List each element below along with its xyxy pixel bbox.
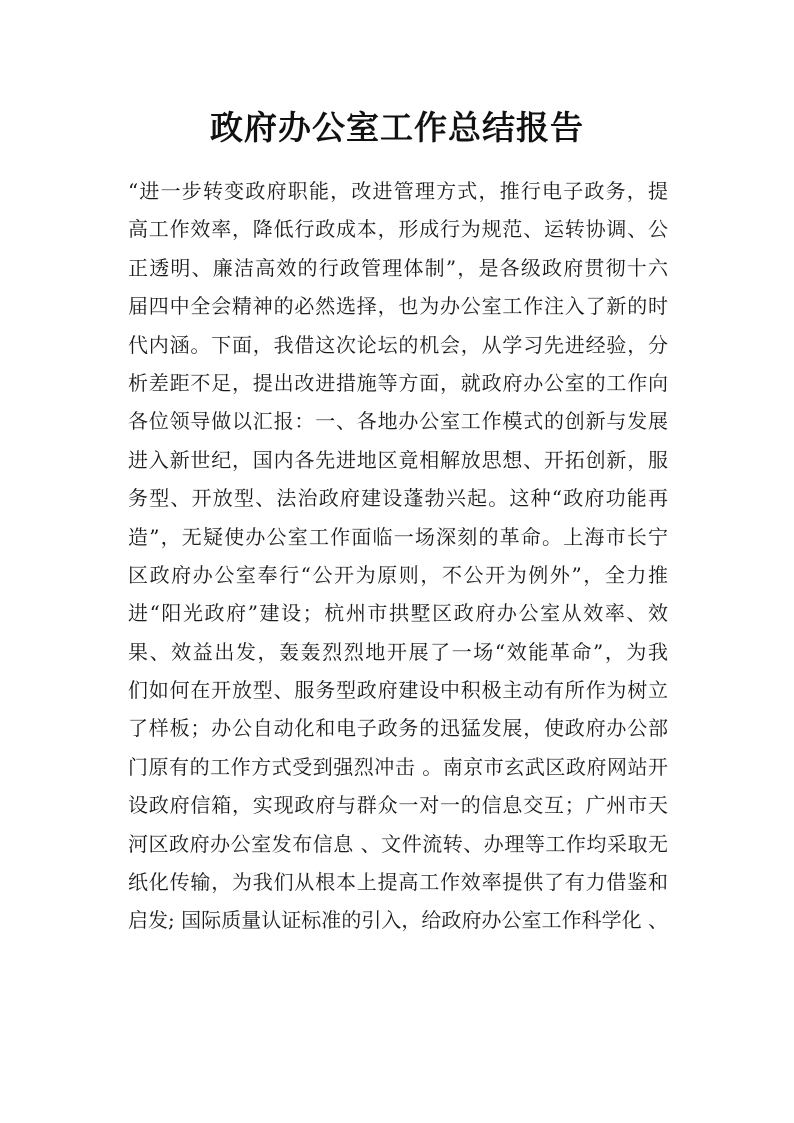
body-line: 析差距不足，提出改进措施等方面，就政府办公室的工作向	[128, 370, 668, 395]
body-line: 们如何在开放型、服务型政府建设中积极主动有所作为树立	[128, 678, 668, 703]
body-line: 门原有的工作方式受到强烈冲击 。南京市玄武区政府网站开	[128, 754, 668, 779]
body-line: 代内涵。下面，我借这次论坛的机会，从学习先进经验，分	[128, 332, 668, 357]
body-line: 区政府办公室奉行“公开为原则，不公开为例外”，全力推	[128, 562, 668, 587]
body-line: 进“阳光政府”建设；杭州市拱墅区政府办公室从效率、效	[128, 601, 668, 626]
document-title: 政府办公室工作总结报告	[210, 108, 584, 147]
body-line: 河区政府办公室发布信息 、文件流转、办理等工作均采取无	[128, 831, 668, 856]
body-line: 进入新世纪，国内各先进地区竟相解放思想、开拓创新，服	[128, 447, 668, 472]
body-line: “进一步转变政府职能，改进管理方式，推行电子政务，提	[128, 179, 668, 203]
body-line: 务型、开放型、法治政府建设蓬勃兴起。这种“政府功能再	[128, 486, 668, 511]
body-line: 启发; 国际质量认证标准的引入，给政府办公室工作科学化 、	[128, 908, 668, 933]
body-line: 纸化传输，为我们从根本上提高工作效率提供了有力借鉴和	[128, 870, 668, 895]
body-line: 届四中全会精神的必然选择，也为办公室工作注入了新的时	[128, 294, 668, 319]
body-line: 造”，无疑使办公室工作面临一场深刻的革命。上海市长宁	[128, 524, 668, 549]
body-line: 各位领导做以汇报：一、各地办公室工作模式的创新与发展	[128, 409, 668, 434]
document-body	[128, 172, 668, 940]
body-line: 高工作效率，降低行政成本，形成行为规范、运转协调、公	[128, 217, 668, 242]
body-line: 了样板；办公自动化和电子政务的迅猛发展，使政府办公部	[128, 716, 668, 741]
body-line: 正透明、廉洁高效的行政管理体制”，是各级政府贯彻十六	[128, 255, 668, 280]
body-line: 设政府信箱，实现政府与群众一对一的信息交互；广州市天	[128, 793, 668, 818]
body-line: 果、效益出发，轰轰烈烈地开展了一场“效能革命”，为我	[128, 639, 668, 664]
